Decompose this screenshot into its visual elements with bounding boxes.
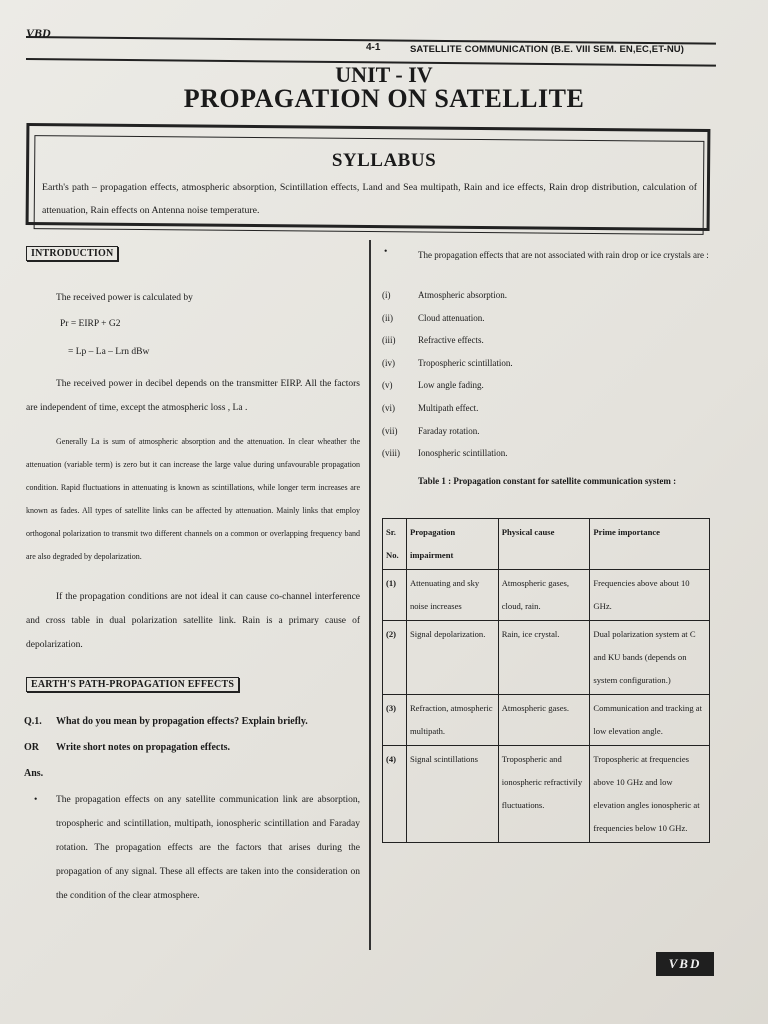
table-cell: (4) xyxy=(383,746,407,843)
table-cell: (2) xyxy=(383,621,407,695)
list-item xyxy=(382,290,712,313)
table-cell: Atmospheric gases. xyxy=(498,695,590,746)
table-header-cell: Sr. No. xyxy=(383,519,407,570)
list-item-text: Faraday rotation. xyxy=(418,425,480,436)
syllabus-heading: SYLLABUS xyxy=(331,150,437,171)
answer-text: The propagation effects on any satellite communication link are absorption, tropospheric and scintillation, multipath, ionospheric scintillation and Faraday rotation. The propagation effects are the factors that arises during the propagation of any signal. These all effects are taken into the consideration on the condition of the clear atmosphere. xyxy=(56,795,360,901)
table-header-row xyxy=(383,519,710,570)
or-label: OR xyxy=(24,742,39,753)
table-header-cell: Prime importance xyxy=(590,519,710,570)
table-row xyxy=(383,621,710,695)
list-item xyxy=(382,448,712,471)
intro-p2: The received power in decibel depends on the transmitter EIRP. All the factors are independent of time, except the atmospheric loss , La . xyxy=(26,379,360,413)
list-item-text: Tropospheric scintillation. xyxy=(418,357,513,368)
list-item-text: Low angle fading. xyxy=(418,380,484,391)
answer-bullet: • xyxy=(34,795,38,805)
right-intro: The propagation effects that are not associated with rain drop or ice crystals are : xyxy=(418,250,709,260)
equation-1: Pr = EIRP + G2 xyxy=(60,319,121,329)
list-item-number: (i) xyxy=(382,290,391,300)
publisher-badge: VBD xyxy=(656,952,714,976)
table-cell: Communication and tracking at low elevation angle. xyxy=(590,695,710,746)
table-row xyxy=(383,695,710,746)
list-item-number: (vii) xyxy=(382,425,398,436)
table-header-cell: Physical cause xyxy=(498,519,590,570)
running-title: SATELLITE COMMUNICATION (B.E. VIII SEM. EN,EC,ET-NU) xyxy=(410,44,685,55)
list-item-text: Multipath effect. xyxy=(418,402,479,413)
list-item-text: Cloud attenuation. xyxy=(418,312,485,323)
earth-path-heading: EARTH'S PATH-PROPAGATION EFFECTS xyxy=(26,677,239,692)
list-item xyxy=(382,313,712,336)
list-item-number: (viii) xyxy=(382,448,400,459)
list-item-number: (iv) xyxy=(382,357,395,368)
table-cell: Frequencies above about 10 GHz. xyxy=(590,570,710,621)
table-cell: Attenuating and sky noise increases xyxy=(406,570,498,621)
list-item-text: Refractive effects. xyxy=(418,335,484,346)
table-cell: Atmospheric gases, cloud, rain. xyxy=(498,570,590,621)
list-item xyxy=(382,403,712,426)
introduction-heading: INTRODUCTION xyxy=(26,246,118,261)
unit-heading: UNIT - IV xyxy=(335,62,433,87)
table-cell: Rain, ice crystal. xyxy=(498,621,590,695)
list-item-number: (vi) xyxy=(382,402,395,413)
page-number: 4-1 xyxy=(366,42,381,53)
question-text: What do you mean by propagation effects? Explain briefly. xyxy=(56,716,308,727)
table-cell: (3) xyxy=(383,695,407,746)
list-item-number: (v) xyxy=(382,380,393,391)
list-item-number: (ii) xyxy=(382,312,393,323)
table-cell: Refraction, atmospheric multipath. xyxy=(406,695,498,746)
intro-p1: The received power is calculated by xyxy=(56,293,193,303)
propagation-table xyxy=(382,518,710,843)
intro-p3: Generally La is sum of atmospheric absorption and the attenuation. In clear wheather the attenuation (variable term) is zero but it can increase the large value during unfavourable propagation condition. Rapid fluctuations in attenuating is known as scintillations, while longer term increases are known as fades. All types of satellite links can be affected by attenuation. Mainly links that employ orthogonal polarization to transmit two different channels on a common or overlapping frequency band are also degraded by depolarization. xyxy=(26,437,360,561)
table-cell: (1) xyxy=(383,570,407,621)
list-item-number: (iii) xyxy=(382,335,396,346)
publisher-logo: VBD xyxy=(26,26,51,40)
list-item-text: Ionospheric scintillation. xyxy=(418,448,508,459)
syllabus-text: Earth's path – propagation effects, atmospheric absorption, Scintillation effects, Land and Sea multipath, Rain and ice effects, Rain drop distribution, calculation of attenuation, Rain effects on Antenna noise temperature. xyxy=(42,182,697,216)
or-text: Write short notes on propagation effects. xyxy=(56,742,231,753)
list-item xyxy=(382,380,712,403)
list-item xyxy=(382,358,712,381)
table-cell: Tropospheric and ionospheric refractivily fluctuations. xyxy=(498,746,590,843)
table-cell: Tropospheric at frequencies above 10 GHz and low elevation angles ionospheric at frequencies below 10 GHz. xyxy=(590,746,710,843)
table-row xyxy=(383,570,710,621)
column-divider xyxy=(369,240,371,950)
page-title: PROPAGATION ON SATELLITE xyxy=(183,84,585,113)
list-item xyxy=(382,426,712,449)
list-item-text: Atmospheric absorption. xyxy=(418,290,507,300)
list-item xyxy=(382,335,712,358)
question-label: Q.1. xyxy=(24,716,42,727)
table-cell: Dual polarization system at C and KU bands (depends on system configuration.) xyxy=(590,621,710,695)
equation-2: = Lp – La – Lrn dBw xyxy=(68,347,150,357)
table-row xyxy=(383,746,710,843)
table-cell: Signal depolarization. xyxy=(406,621,498,695)
intro-p4: If the propagation conditions are not ideal it can cause co-channel interference and cross table in dual polarization satellite link. Rain is a primary cause of depolarization. xyxy=(26,592,360,650)
right-bullet: • xyxy=(384,247,388,257)
table-header-cell: Propagation impairment xyxy=(406,519,498,570)
effects-list xyxy=(382,290,712,471)
answer-label: Ans. xyxy=(24,768,44,779)
table-caption: Table 1 : Propagation constant for satellite communication system : xyxy=(418,476,677,486)
table-cell: Signal scintillations xyxy=(406,746,498,843)
